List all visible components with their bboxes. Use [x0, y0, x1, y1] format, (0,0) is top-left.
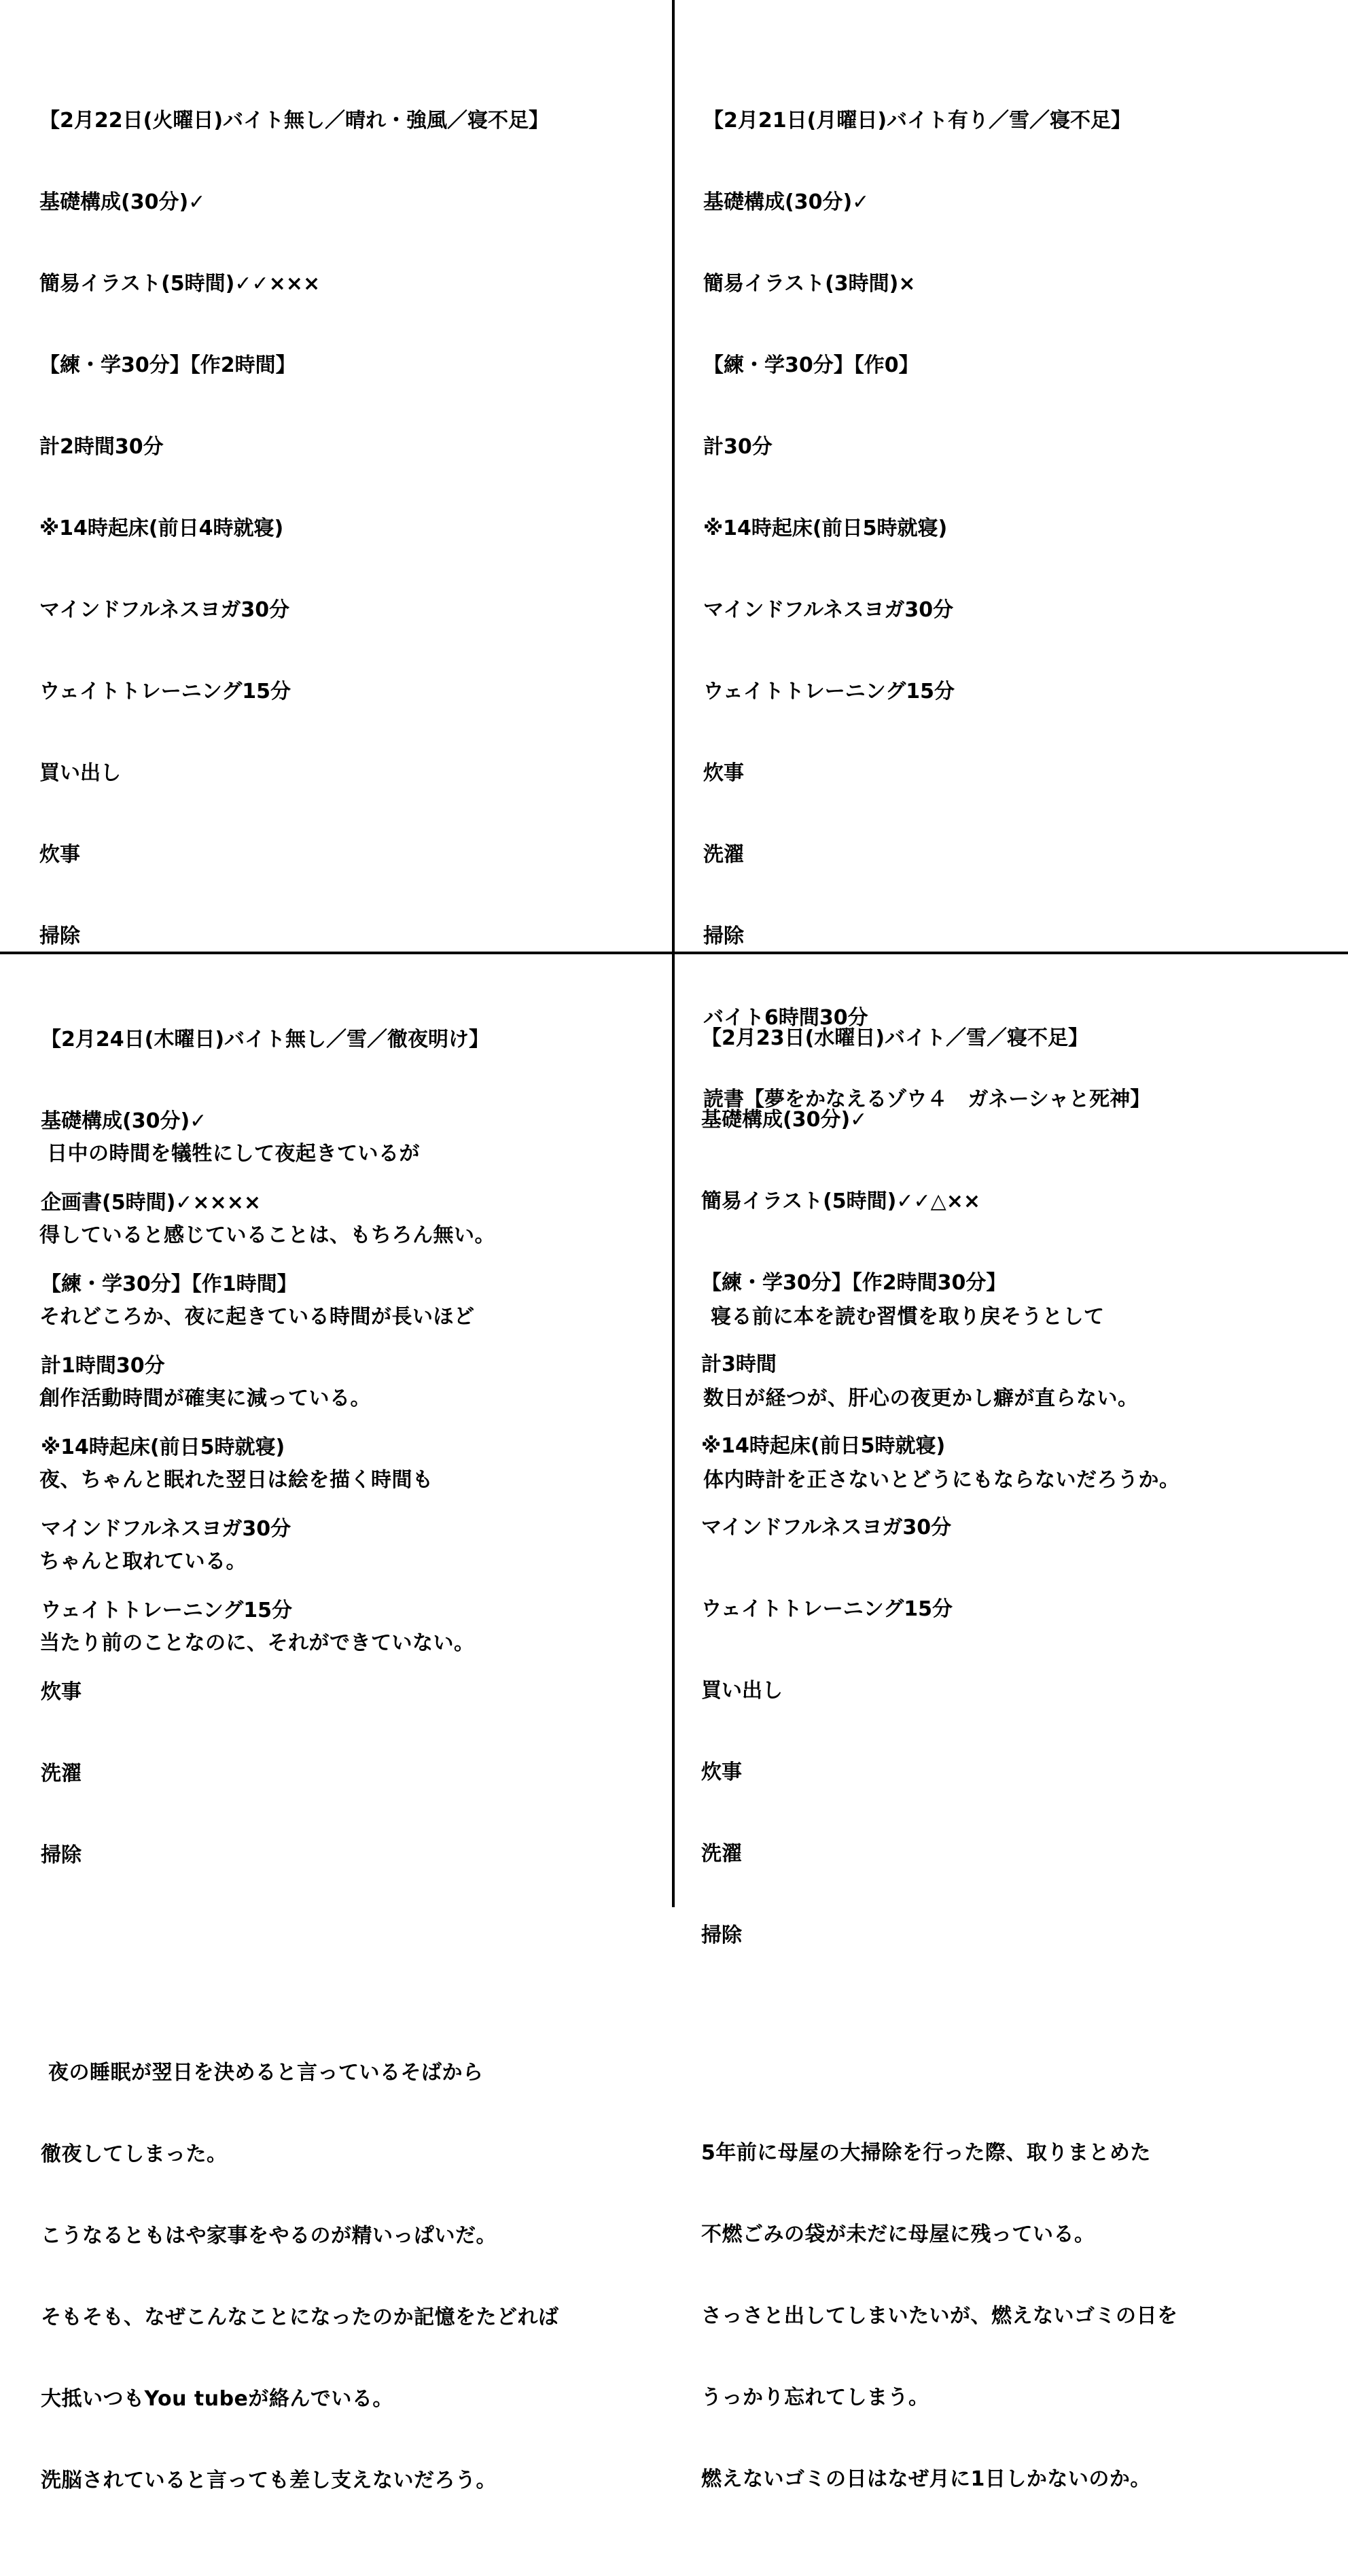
log-line: 炊事 [39, 843, 80, 867]
essay-line: 数日が経つが、肝心の夜更かし癖が直らない。 [703, 1387, 1139, 1410]
entry-essay [701, 2085, 1333, 2547]
log-line: 【練・学30分】【作2時間30分】 [701, 1271, 1007, 1295]
log-line: 掃除 [703, 924, 744, 948]
log-line: 基礎構成(30分)✓ [703, 190, 870, 214]
log-line: 読書【夢をかなえるゾウ４ ガネーシャと死神】 [703, 1087, 1151, 1111]
log-line: マインドフルネスヨガ30分 [701, 1516, 952, 1539]
log-line: 買い出し [39, 761, 121, 785]
log-line: マインドフルネスヨガ30分 [39, 598, 290, 622]
log-line: ウェイトトレーニング15分 [41, 1599, 292, 1622]
essay-line: 夜、ちゃんと眠れた翌日は絵を描く時間も [39, 1468, 433, 1492]
essay-line: 大抵いつもYou tubeが絡んでいる。 [41, 2387, 393, 2411]
essay-line: うっかり忘れてしまう。 [701, 2386, 929, 2409]
essay-line: 徹夜してしまった。 [41, 2142, 228, 2166]
log-line: 基礎構成(30分)✓ [39, 190, 206, 214]
log-line: 炊事 [703, 761, 744, 785]
log-line: 基礎構成(30分)✓ [41, 1109, 207, 1133]
log-line: ウェイトトレーニング15分 [703, 680, 955, 703]
essay-line: ちゃんと取れている。 [39, 1550, 247, 1573]
log-line: 【練・学30分】【作0】 [703, 353, 919, 377]
diary-entry-feb24 [41, 972, 673, 2576]
log-line: 計1時間30分 [41, 1354, 165, 1378]
log-line: 計2時間30分 [39, 435, 164, 459]
log-line: ウェイトトレーニング15分 [39, 680, 291, 703]
essay-line: 得していると感じていることは、もちろん無い。 [39, 1223, 495, 1247]
log-line: ※14時起床(前日5時就寝) [701, 1434, 946, 1458]
diary-entry-feb23 [701, 971, 1333, 2575]
log-line: 掃除 [39, 924, 80, 948]
log-line: 掃除 [701, 1924, 742, 1947]
log-line: 企画書(5時間)✓×××× [41, 1191, 261, 1215]
log-line: 計3時間 [701, 1353, 777, 1376]
essay-line: 不燃ごみの袋が未だに母屋に残っている。 [701, 2223, 1095, 2246]
log-line: ※14時起床(前日5時就寝) [41, 1435, 285, 1459]
log-line: 簡易イラスト(5時間)✓✓××× [39, 272, 321, 296]
essay-line: 創作活動時間が確実に減っている。 [39, 1387, 371, 1410]
log-line: バイト6時間30分 [703, 1006, 868, 1030]
log-line: マインドフルネスヨガ30分 [41, 1517, 291, 1541]
log-line: 掃除 [41, 1843, 82, 1867]
log-line: 洗濯 [41, 1762, 82, 1786]
log-line: 計30分 [703, 435, 773, 459]
log-line: 基礎構成(30分)✓ [701, 1108, 868, 1132]
essay-line: 日中の時間を犠牲にして夜起きているが [39, 1142, 420, 1166]
essay-line: それどころか、夜に起きている時間が長いほど [39, 1305, 475, 1329]
essay-line: 夜の睡眠が翌日を決めると言っているそばから [41, 2061, 484, 2085]
log-line: 洗濯 [703, 843, 744, 867]
entry-header: 【2月21日(月曜日)バイト有り／雪／寝不足】 [703, 109, 1132, 133]
log-line: ※14時起床(前日4時就寝) [39, 517, 284, 540]
log-line: マインドフルネスヨガ30分 [703, 598, 954, 622]
log-line: 【練・学30分】【作1時間】 [41, 1272, 298, 1296]
entry-essay [41, 2005, 673, 2549]
spacer [701, 2004, 1333, 2031]
log-line: 簡易イラスト(3時間)× [703, 272, 916, 296]
essay-line: 5年前に母屋の大掃除を行った際、取りまとめた [701, 2141, 1151, 2165]
entry-header: 【2月24日(木曜日)バイト無し／雪／徹夜明け】 [41, 1028, 490, 1051]
essay-line: 洗脳されていると言っても差し支えないだろう。 [41, 2469, 497, 2492]
entry-header: 【2月22日(火曜日)バイト無し／晴れ・強風／寝不足】 [39, 109, 550, 133]
log-line: 炊事 [41, 1680, 82, 1704]
log-line: 炊事 [701, 1760, 742, 1784]
spacer [41, 1924, 673, 1951]
log-line: 簡易イラスト(5時間)✓✓△×× [701, 1189, 981, 1213]
essay-line: 当たり前のことなのに、それができていない。 [39, 1631, 475, 1655]
log-line: 【練・学30分】【作2時間】 [39, 353, 296, 377]
essay-line: こうなるともはや家事をやるのが精いっぱいだ。 [41, 2224, 497, 2248]
essay-line: そもそも、なぜこんなことになったのか記憶をたどれば [41, 2305, 559, 2329]
log-line: 買い出し [701, 1679, 783, 1703]
entry-header: 【2月23日(水曜日)バイト／雪／寝不足】 [701, 1026, 1089, 1050]
essay-line: 体内時計を正さないとどうにもならないだろうか。 [703, 1468, 1180, 1492]
log-line: 洗濯 [701, 1842, 742, 1866]
log-line: ※14時起床(前日5時就寝) [703, 517, 948, 540]
log-line: ウェイトトレーニング15分 [701, 1597, 953, 1621]
essay-line: 燃えないゴミの日はなぜ月に1日しかないのか。 [701, 2467, 1151, 2491]
essay-line: 寝る前に本を読む習慣を取り戻そうとして [703, 1305, 1105, 1329]
essay-line: さっさと出してしまいたいが、燃えないゴミの日を [701, 2304, 1178, 2328]
